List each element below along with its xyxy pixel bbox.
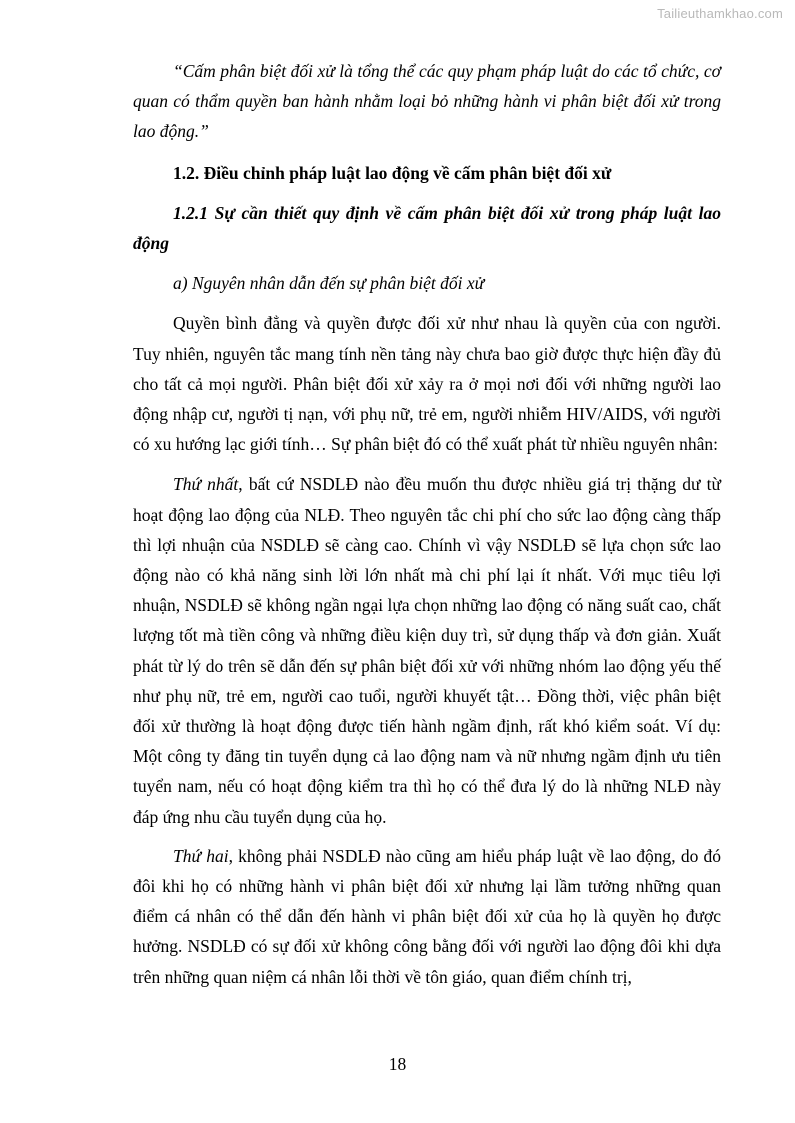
- block-quote: “Cấm phân biệt đối xử là tổng thể các quy phạm pháp luật do các tổ chức, cơ quan có thẩm quyền ban hành nhằm loại bỏ những hành vi phân biệt đối xử trong lao động.”: [133, 61, 721, 142]
- heading-section-1-2-1: 1.2.1 Sự cần thiết quy định về cấm phân biệt đối xử trong pháp luật lao động: [133, 202, 721, 254]
- paragraph-3-lead-in: Thứ hai: [173, 845, 229, 866]
- page-content: [133, 56, 721, 992]
- paragraph-2-body: , bất cứ NSDLĐ nào đều muốn thu được nhiều giá trị thặng dư từ hoạt động lao động của NLĐ. Theo nguyên tắc chi phí cho sức lao động càng thấp thì lợi nhuận của NSDLĐ sẽ càng cao. Chính vì vậy NSDLĐ sẽ lựa chọn sức lao động nào có khả năng sinh lời lớn nhất mà chi phí lại ít nhất. Với mục tiêu lợi nhuận, NSDLĐ sẽ không ngần ngại lựa chọn những lao động có năng suất cao, chất lượng tốt mà tiền công và những điều kiện duy trì, sử dụng thấp và đơn giản. Xuất phát từ lý do trên sẽ dẫn đến sự phân biệt đối xử với những nhóm lao động yếu thế như phụ nữ, trẻ em, người cao tuổi, người khuyết tật… Đồng thời, việc phân biệt đối xử thường là hoạt động được tiến hành ngầm định, rất khó kiểm soát. Ví dụ: Một công ty đăng tin tuyển dụng cả lao động nam và nữ nhưng ngầm định ưu tiên tuyển nam, nếu có hoạt động kiểm tra thì họ có thể đưa lý do là những NLĐ này đáp ứng nhu cầu tuyển dụng của họ.: [133, 474, 721, 827]
- paragraph-1: Quyền bình đẳng và quyền được đối xử như nhau là quyền của con người. Tuy nhiên, nguyên tắc mang tính nền tảng này chưa bao giờ được thực hiện đầy đủ cho tất cả mọi người. Phân biệt đối xử xảy ra ở mọi nơi đối với những người lao động nhập cư, người tị nạn, với phụ nữ, trẻ em, người nhiễm HIV/AIDS, với người có xu hướng lạc giới tính… Sự phân biệt đó có thể xuất phát từ nhiều nguyên nhân:: [133, 313, 721, 455]
- heading-subsection-a: a) Nguyên nhân dẫn đến sự phân biệt đối xử: [173, 273, 485, 294]
- paragraph-2-lead-in: Thứ nhất: [173, 474, 239, 495]
- watermark-text: Tailieuthamkhao.com: [657, 6, 783, 21]
- paragraph-3: [133, 841, 721, 992]
- heading-section-1-2: 1.2. Điều chỉnh pháp luật lao động về cấm phân biệt đối xử: [173, 162, 612, 183]
- page-number: 18: [388, 1054, 407, 1074]
- paragraph-3-body: , không phải NSDLĐ nào cũng am hiểu pháp luật về lao động, do đó đôi khi họ có những hành vi phân biệt đối xử nhưng lại lầm tưởng những quan điểm cá nhân có thể dẫn đến hành vi phân biệt đối xử của họ là quyền họ được hưởng. NSDLĐ có sự đối xử không công bằng đối với người lao động đôi khi dựa trên những quan niệm cá nhân lỗi thời về tôn giáo, quan điểm chính trị,: [133, 845, 722, 987]
- paragraph-2: [133, 469, 721, 831]
